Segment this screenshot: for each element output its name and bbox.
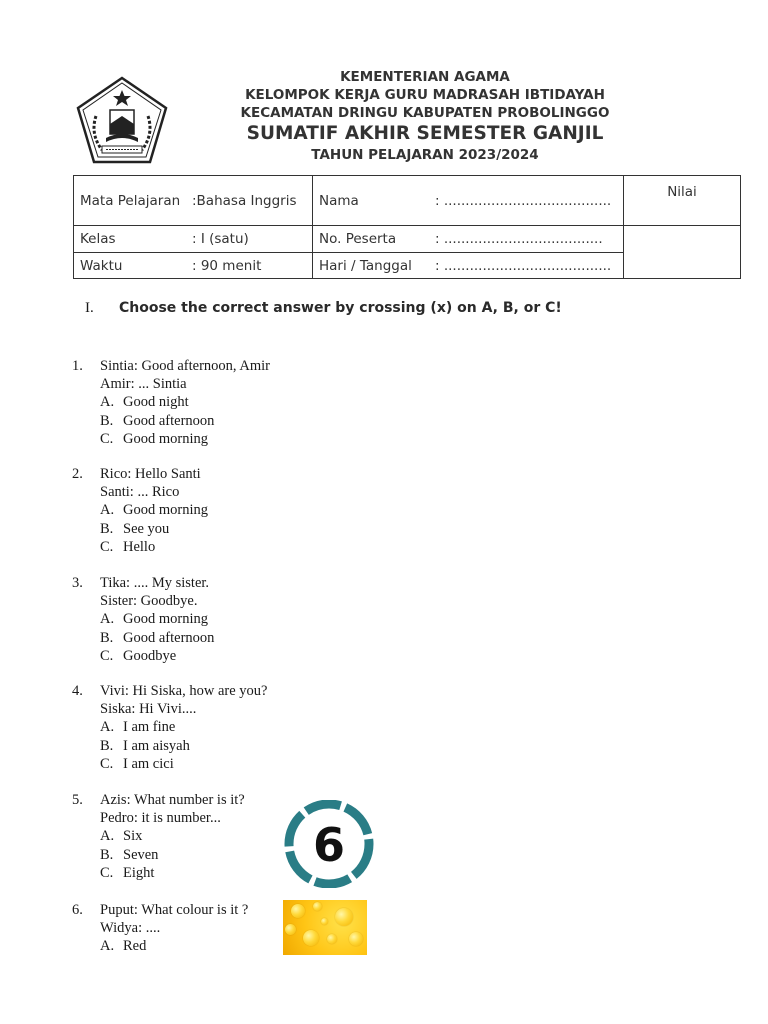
- time-value: : 90 menit: [192, 257, 262, 274]
- question-1: [72, 357, 270, 448]
- number-six-picture: [283, 800, 375, 888]
- instruction-text: Choose the correct answer by crossing (x) on A, B, or C!: [119, 300, 562, 316]
- ministry-name: KEMENTERIAN AGAMA: [340, 69, 510, 85]
- option-c[interactable]: C. Hello: [100, 538, 156, 555]
- exam-title: SUMATIF AKHIR SEMESTER GANJIL: [246, 123, 604, 144]
- option-a[interactable]: A. Red: [100, 938, 147, 955]
- academic-year: TAHUN PELAJARAN 2023/2024: [311, 147, 539, 163]
- question-number: 2.: [72, 466, 83, 482]
- option-a[interactable]: A. Six: [100, 828, 143, 845]
- score-box[interactable]: [624, 226, 741, 279]
- question-line: Azis: What number is it?: [100, 792, 245, 808]
- participant-number-field[interactable]: : .....................................: [435, 231, 603, 247]
- question-number: 5.: [72, 792, 83, 808]
- option-b[interactable]: B. Good afternoon: [100, 629, 215, 646]
- question-line: Vivi: Hi Siska, how are you?: [100, 683, 268, 699]
- name-field[interactable]: : .......................................: [435, 192, 612, 209]
- question-4: [72, 682, 267, 773]
- option-a[interactable]: A. Good night: [100, 394, 189, 411]
- date-label: Hari / Tanggal: [319, 257, 412, 274]
- yellow-color-picture: [283, 900, 367, 955]
- name-label: Nama: [319, 192, 359, 209]
- subject-label: Mata Pelajaran: [80, 192, 181, 209]
- question-line: Sister: Goodbye.: [100, 593, 198, 610]
- question-line: Pedro: it is number...: [100, 810, 221, 827]
- time-label: Waktu: [80, 257, 123, 274]
- option-c[interactable]: C. I am cici: [100, 755, 174, 772]
- option-b[interactable]: B. Seven: [100, 846, 159, 863]
- subject-value: :Bahasa Inggris: [192, 192, 297, 209]
- option-b[interactable]: B. Good afternoon: [100, 412, 215, 429]
- option-a[interactable]: A. Good morning: [100, 502, 208, 519]
- district-name: KECAMATAN DRINGU KABUPATEN PROBOLINGGO: [240, 105, 610, 121]
- option-a[interactable]: A. Good morning: [100, 611, 208, 628]
- working-group-name: KELOMPOK KERJA GURU MADRASAH IBTIDAYAH: [245, 87, 605, 103]
- class-label: Kelas: [80, 231, 116, 247]
- question-number: 1.: [72, 358, 83, 374]
- question-line: Sintia: Good afternoon, Amir: [100, 358, 270, 374]
- question-line: Tika: .... My sister.: [100, 575, 210, 591]
- question-6: [72, 901, 248, 956]
- score-header: Nilai: [624, 176, 741, 226]
- participant-number-label: No. Peserta: [319, 231, 397, 247]
- question-3: [72, 574, 214, 665]
- question-line: Santi: ... Rico: [100, 484, 180, 501]
- class-value: : I (satu): [192, 231, 249, 247]
- question-line: Rico: Hello Santi: [100, 466, 201, 482]
- question-line: Siska: Hi Vivi....: [100, 701, 197, 718]
- student-info-table: [73, 175, 741, 279]
- question-2: [72, 465, 208, 556]
- date-field[interactable]: : .......................................: [435, 257, 612, 274]
- question-number: 4.: [72, 683, 83, 699]
- section-number: I.: [85, 300, 94, 316]
- number-digit: 6: [312, 818, 346, 872]
- question-line: Widya: ....: [100, 920, 161, 937]
- question-5: [72, 791, 245, 882]
- option-c[interactable]: C. Goodbye: [100, 647, 177, 664]
- question-number: 3.: [72, 575, 83, 591]
- question-line: Puput: What colour is it ?: [100, 902, 249, 918]
- option-b[interactable]: B. See you: [100, 520, 170, 537]
- question-line: Amir: ... Sintia: [100, 376, 187, 393]
- question-number: 6.: [72, 902, 83, 918]
- option-b[interactable]: B. I am aisyah: [100, 737, 190, 754]
- option-c[interactable]: C. Good morning: [100, 430, 208, 447]
- document-header: [0, 68, 768, 164]
- option-c[interactable]: C. Eight: [100, 864, 155, 881]
- option-a[interactable]: A. I am fine: [100, 719, 176, 736]
- section-instruction: [85, 300, 562, 317]
